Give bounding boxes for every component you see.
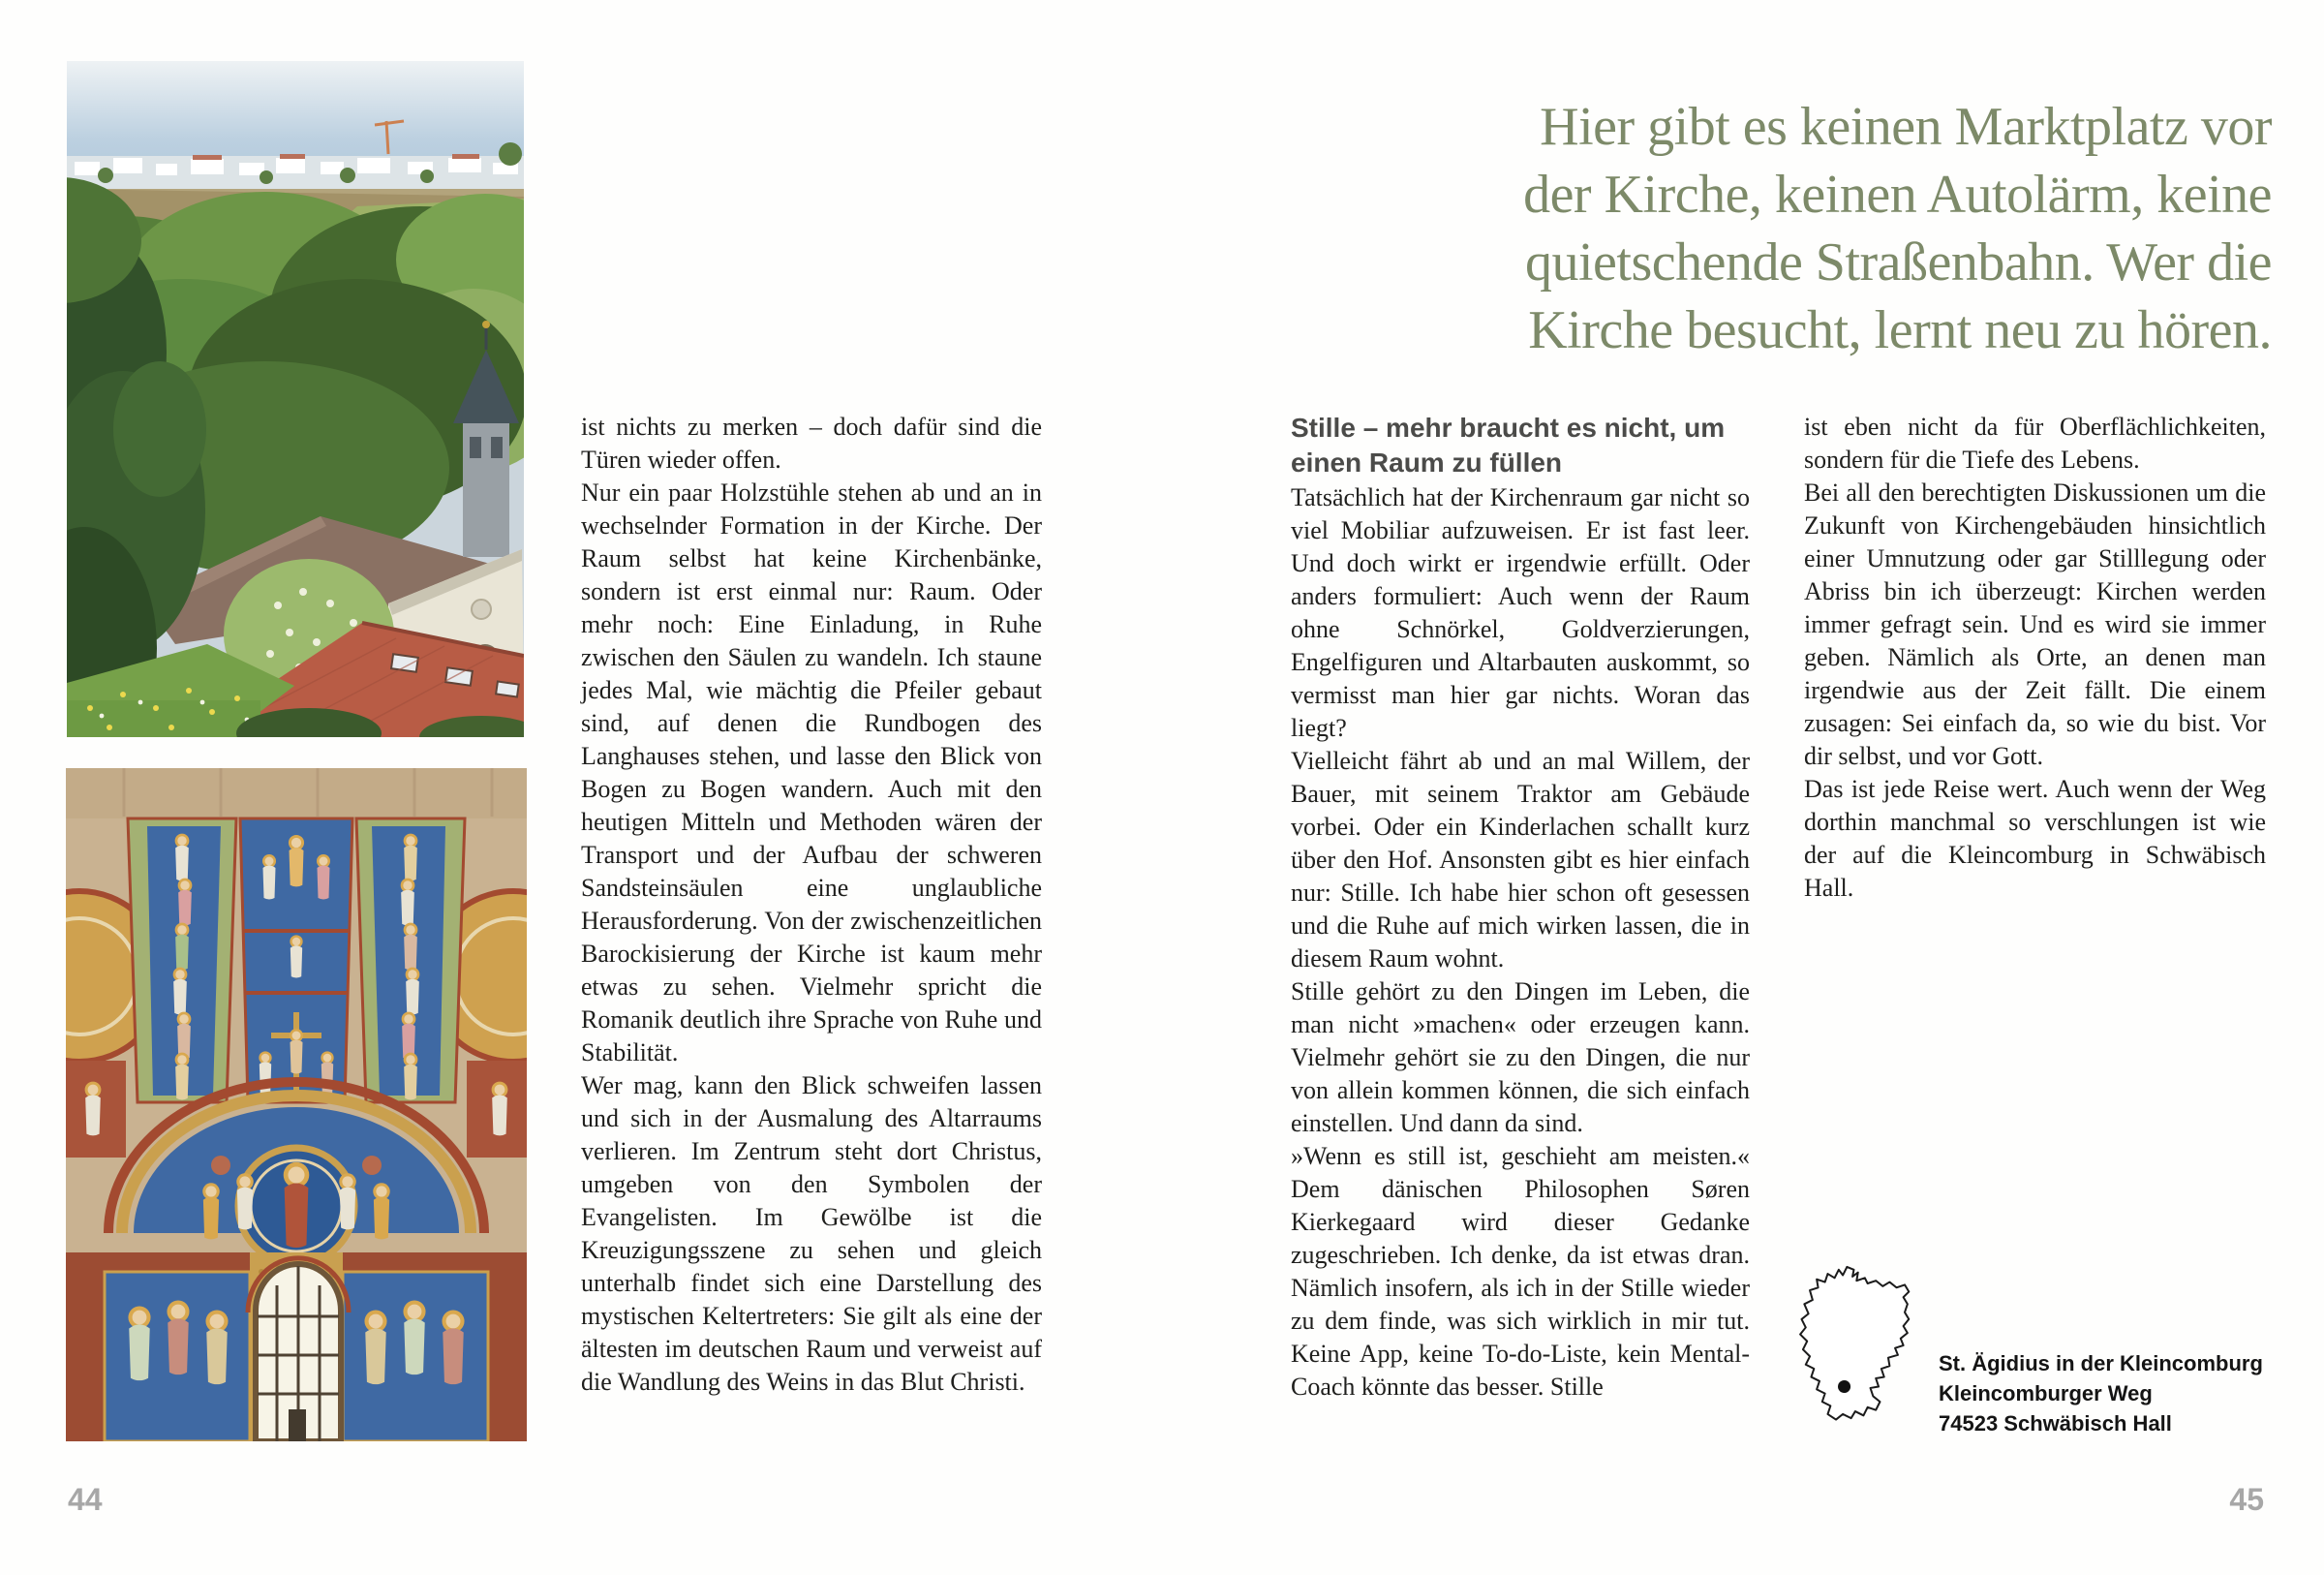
location-city: 74523 Schwäbisch Hall: [1939, 1411, 2172, 1436]
apse-fresco-illustration: [66, 768, 527, 1441]
body-paragraph: Wer mag, kann den Blick schweifen lassen und sich in der Ausmalung des Altarraums verlieren. Im Zentrum steht dort Christus, umgeben von den Symbolen der Evangelisten. Im Gewölbe ist die Kreuzigungsszene zu sehen und gleich unterhalb findet sich eine Darstellung des mystischen Keltertreters: Sie gilt als eine der ältesten im deutschen Raum und verweist auf die Wandlung des Weins in das Blut Christi.: [581, 1071, 1042, 1396]
location-name: St. Ägidius in der Kleincomburg: [1939, 1351, 2263, 1375]
body-paragraph: ist eben nicht da für Oberflächlichkeiten, sondern für die Tiefe des Lebens.: [1804, 413, 2266, 474]
body-paragraph: »Wenn es still ist, geschieht am meisten.« Dem dänischen Philosophen Søren Kierkegaard wird dieser Gedanke zugeschrieben. Ich denke, da ist etwas dran. Nämlich insofern, als ich in der Stille wieder zu dem finde, was sich wirklich in mir tut. Keine App, keine To-do-Liste, kein Mental-Coach könnte das besser. Stille: [1291, 1142, 1750, 1401]
page-number-right: 45: [2229, 1482, 2264, 1517]
church-valley-illustration: [67, 61, 524, 737]
church-valley-photo: [67, 61, 524, 737]
body-paragraph: Vielleicht fährt ab und an mal Willem, der Bauer, mit seinem Traktor am Gebäude vorbei. Oder ein Kinderlachen schallt kurz über den Hof. Ansonsten gibt es hier einfach nur: Stille. Ich habe hier schon oft gesessen und die Ruhe auf mich wirken lassen, die in diesem Raum wohnt.: [1291, 747, 1750, 973]
body-paragraph: ist nichts zu merken – doch dafür sind die Türen wieder offen.: [581, 413, 1042, 474]
body-paragraph: Das ist jede Reise wert. Auch wenn der Weg dorthin manchmal so verschlungen ist wie der auf die Kleincomburg in Schwäbisch Hall.: [1804, 775, 2266, 902]
left-page-text-column: [581, 411, 1042, 1399]
middle-text-column: [1291, 481, 1750, 1404]
location-dot: [1838, 1380, 1850, 1393]
pull-quote: Hier gibt es keinen Marktplatz vor der Kirche, keinen Autolärm, keine quietschende Straßenbahn. Wer die Kirche besucht, lernt neu zu hören.: [1523, 97, 2272, 360]
body-paragraph: Nur ein paar Holzstühle stehen ab und an in wechselnder Formation in der Kirche. Der Raum selbst hat keine Kirchenbänke, sondern ist erst einmal nur: Raum. Oder mehr noch: Eine Einladung, in Ruhe zwischen den Säulen zu wandeln. Ich staune jedes Mal, wie mächtig die Pfeiler gebaut sind, auf denen die Rundbogen des Langhauses stehen, und lasse den Blick von Bogen zu Bogen wandern. Auch mit den heutigen Mitteln und Methoden wären der Transport und der Aufbau der schweren Sandsteinsäulen eine unglaubliche Herausforderung. Von der zwischenzeitlichen Barockisierung der Kirche ist kaum mehr etwas zu sehen. Vielmehr spricht die Romanik deutlich ihre Sprache von Ruhe und Stabilität.: [581, 479, 1042, 1066]
location-street: Kleincomburger Weg: [1939, 1381, 2153, 1405]
body-paragraph: Bei all den berechtigten Diskussionen um die Zukunft von Kirchengebäuden hinsichtlich einer Umnutzung oder gar Stilllegung oder Abriss bin ich überzeugt: Kirchen werden immer gefragt sein. Und es wird sie immer geben. Nämlich als Orte, an denen man irgendwie aus der Zeit fällt. Die einem zusagen: Sei einfach da, so wie du bist. Vor dir selbst, und vor Gott.: [1804, 479, 2266, 770]
germany-map-icon: [1793, 1259, 1931, 1445]
page-number-left: 44: [68, 1482, 103, 1517]
body-paragraph: Stille gehört zu den Dingen im Leben, die man nicht »machen« oder erzeugen kann. Vielmehr gehört sie zu den Dingen, die nur von allein kommen können, die sich einfach einstellen. Und dann da sind.: [1291, 977, 1750, 1137]
location-address: [1939, 1348, 2263, 1438]
apse-fresco-photo: [66, 768, 527, 1441]
right-text-column: [1804, 411, 2266, 905]
location-block: [1793, 1259, 2297, 1453]
section-heading: Stille – mehr braucht es nicht, um einen Raum zu füllen: [1291, 413, 1726, 478]
body-paragraph: Tatsächlich hat der Kirchenraum gar nicht so viel Mobiliar aufzuweisen. Er ist fast leer. Und doch wirkt er irgendwie erfüllt. Oder anders formuliert: Auch wenn der Raum ohne Schnörkel, Goldverzierungen, Engelfiguren und Altarbauten auskommt, so vermisst man hier gar nichts. Woran das liegt?: [1291, 483, 1750, 742]
